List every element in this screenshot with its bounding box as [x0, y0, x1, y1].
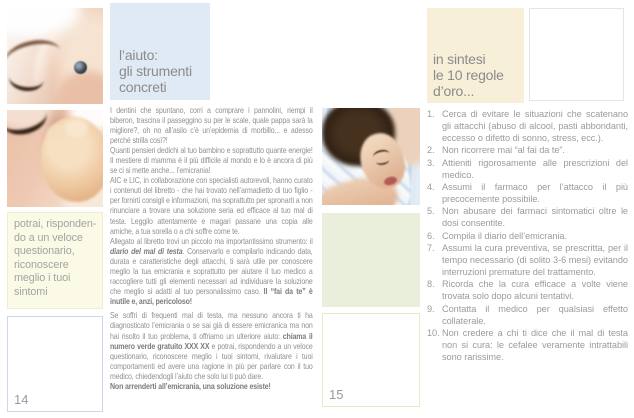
right-page-title: in sintesi le 10 regole d’oro...: [433, 51, 504, 99]
rule-item: [427, 242, 628, 278]
rule-number: 4.: [427, 181, 435, 192]
decorative-white-box-top-right: [529, 8, 624, 101]
rule-text: Attieniti rigorosamente alle prescrizioni del medico.: [442, 157, 628, 180]
rule-number: 7.: [427, 242, 435, 253]
rule-text: Compila il diario dell’emicrania.: [442, 230, 567, 241]
rule-number: 1.: [427, 109, 435, 119]
rule-item: [427, 205, 628, 229]
rule-text: Non credere a chi ti dice che il mal di testa non si cura: le cefalee veramente intrattabili sono rarissime.: [442, 327, 628, 363]
photo-baby-fist: [7, 110, 103, 207]
rule-item: [427, 144, 628, 156]
rule-item: [427, 278, 628, 302]
rule-number: 10.: [427, 327, 440, 338]
rule-item: [427, 157, 628, 181]
rule-number: 8.: [427, 279, 435, 290]
rule-item: [427, 327, 628, 363]
rule-text: Assumi il farmaco per l’attacco il più precocemente possibile.: [442, 181, 628, 205]
rules-list: [427, 108, 628, 363]
rule-text: Ricorda che la cura efficace a volte viene trovata solo dopo alcuni tentativi.: [442, 279, 628, 302]
page-number-left: 14: [14, 392, 29, 407]
photo-sleeping-woman: [322, 108, 420, 205]
photo-mother-kissing-baby: [7, 8, 103, 104]
right-page-title-box: [427, 8, 524, 103]
rule-number: 6.: [427, 230, 435, 241]
decorative-green-box: [322, 213, 420, 307]
left-body-paragraph-1: I dentini che spuntano, corri a comprare i pannolini, riempi il biberon, trascina il passeggino su per le scale, quale pappa sarà la migliore?, oh no all’asilo c’è un’epidemia di morbillo... e adesso perché strilla così?! Quanti pensieri dedichi al tuo bambino e soprattutto quante energie! Il mestiere di mamma è il più difficile al mondo e lo è ancora di più se ci si mette anche... l’emicrania! AIC e LIC, in collaborazione con specialisti autorevoli, hanno curato i contenuti del libretto - che hai trovato nell’armadietto di tuo figlio - per fornirti consigli e informazioni, ma soprattutto per spronarti a non rinunciare a trovare una soluzione seria ed efficace al tuo mal di testa. Leggilo attentamente e magari passane una copia alle amiche, a tua sorella o a chi soffre come te. Allegato al libretto trovi un piccolo ma importantissimo strumento: il diario del mal di testa. Conservarlo e compilarlo indicando data, durata e caratteristiche degli attacchi, ti sarà utile per conoscere meglio la tua emicrania e soprattutto per aiutare il tuo medico a raccogliere tutti gli elementi necessari ad individuare la soluzione che meglio si adatti al tuo personalissimo caso. Il “fai da te” è inutile e, anzi, pericoloso!: [110, 106, 313, 306]
rule-item: [427, 230, 628, 242]
rule-text: Cerca di evitare le situazioni che scatenano gli attacchi (abuso di alcool, pasti abbondanti, eccesso o difetto di sonno, stress, ecc.).: [442, 109, 628, 144]
rule-number: 2.: [427, 145, 435, 156]
rule-item: [427, 108, 628, 144]
rule-text: Non ricorrere mai “al fai da te”.: [442, 145, 565, 156]
left-page-title-box: [110, 3, 210, 100]
rule-text: Contatta il medico per qualsiasi effetto collaterale.: [442, 303, 628, 326]
sidebar-note-text: potrai, risponden- do a un veloce questionario, riconoscere meglio i tuoi sintomi: [14, 218, 97, 298]
rule-text: Assumi la cura preventiva, se prescritta, per il tempo necessario (di solito 3-6 mesi) evitando interruzioni premature del trattamento.: [442, 242, 628, 278]
left-page-title: l’aiuto: gli strumenti concreti: [119, 47, 192, 95]
rule-number: 3.: [427, 157, 435, 168]
rule-number: 5.: [427, 206, 435, 217]
sidebar-note-box: [7, 212, 103, 309]
rule-item: [427, 303, 628, 327]
rule-text: Non abusare dei farmaci sintomatici oltre le dosi consentite.: [442, 206, 628, 229]
left-body-paragraph-2: Se soffri di frequenti mal di testa, ma nessuno ancora ti ha diagnosticato l’emicrania o se sai già di essere emicranica ma non hai risolto il tuo problema, ti offriamo un ulteriore aiuto: chiama il numero verde gratuito XXX XX e potrai, rispondendo a un veloce questionario, riconoscere meglio i tuoi sintomi, rivalutare i tuoi comportamenti ed avere una ragione in più per parlare con il tuo medico, chiedendogli l’aiuto che solo lui ti può dare. Non arrenderti all’emicrania, una soluzione esiste!: [110, 311, 313, 391]
left-page-body-column: [110, 106, 313, 392]
page-number-box-left: [7, 316, 103, 412]
page-number-right: 15: [329, 387, 344, 402]
rule-item: [427, 181, 628, 205]
page-number-box-right: [322, 313, 420, 407]
rule-number: 9.: [427, 303, 435, 314]
